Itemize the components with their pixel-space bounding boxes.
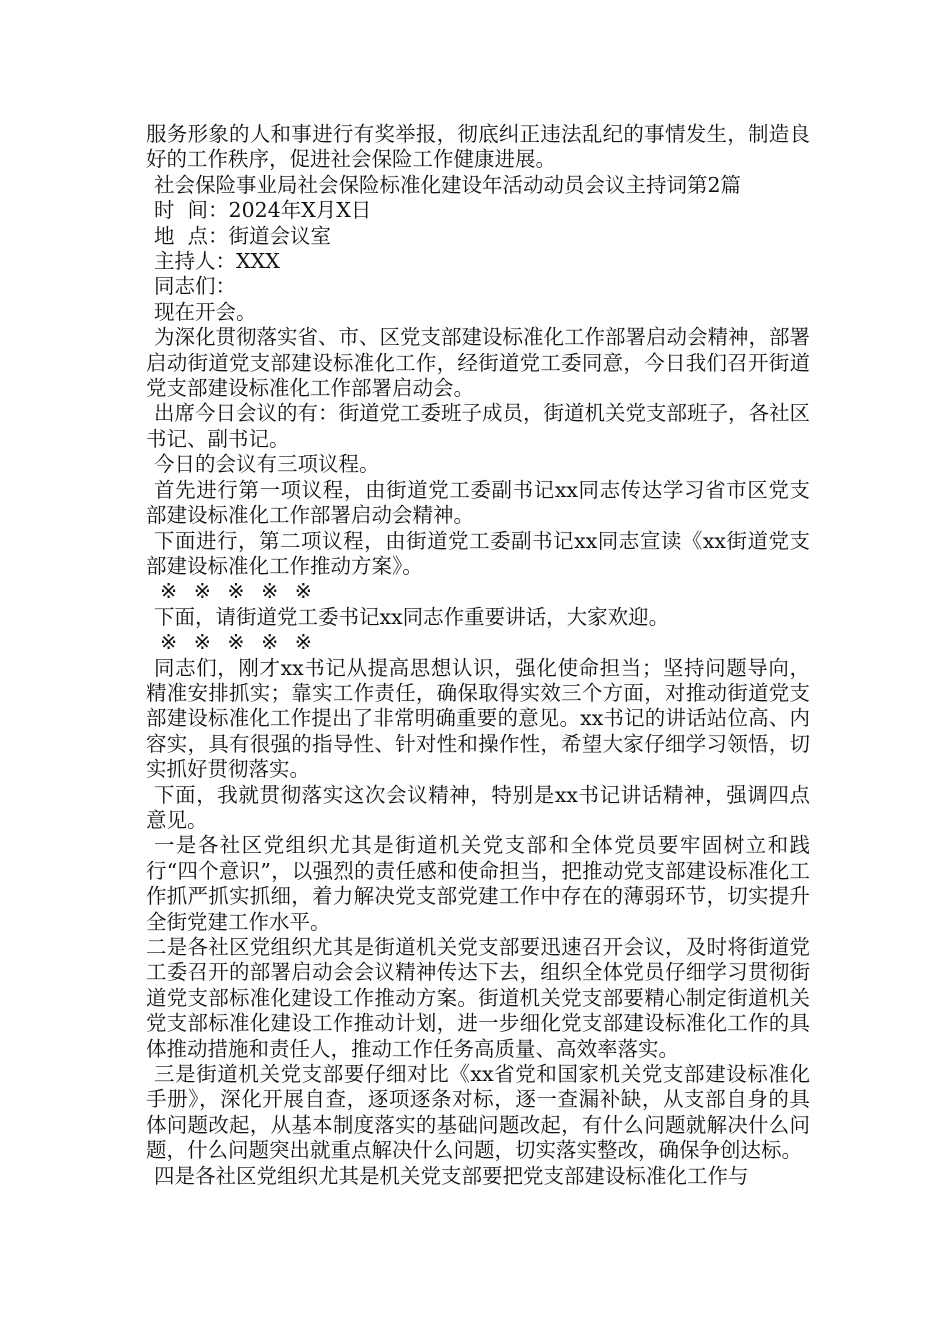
- paragraph-agenda: 今日的会议有三项议程。: [154, 452, 380, 477]
- paragraph-purpose: 为深化贯彻落实省、市、区党支部建设标准化工作部署启动会精神，部署启动街道党支部建设标准化工作，经街道党工委同意，今日我们召开街道党支部建设标准化工作部署启动会。: [146, 325, 810, 401]
- document-page: [146, 122, 810, 1189]
- meeting-host: 主持人：XXX: [154, 249, 280, 274]
- paragraph-opening: 现在开会。: [154, 299, 257, 324]
- paragraph-point-2: 二是各社区党组织尤其是街道机关党支部要迅速召开会议，及时将街道党工委召开的部署启动会会议精神传达下去，组织全体党员仔细学习贯彻街道党支部标准化建设工作推动方案。街道机关党支部要精心制定街道机关党支部标准化建设工作推动计划，进一步细化党支部建设标准化工作的具体推动措施和责任人，推动工作任务高质量、高效率落实。: [146, 935, 810, 1061]
- meeting-time: 时 间：2024年X月X日: [154, 198, 372, 223]
- paragraph-agenda-item-3: 下面，请街道党工委书记xx同志作重要讲话，大家欢迎。: [154, 604, 670, 629]
- paragraph-agenda-item-2: 下面进行，第二项议程，由街道党工委副书记xx同志宣读《xx街道党支部建设标准化工作推动方案》。: [146, 528, 810, 578]
- paragraph-point-3: 三是街道机关党支部要仔细对比《xx省党和国家机关党支部建设标准化手册》，深化开展自查，逐项逐条对标，逐一查漏补缺，从支部自身的具体问题改起，从基本制度落实的基础问题改起，有什么问题就解决什么问题，什么问题突出就重点解决什么问题，切实落实整改，确保争创达标。: [146, 1062, 810, 1163]
- meeting-location: 地 点：街道会议室: [154, 223, 332, 248]
- paragraph-point-4: 四是各社区党组织尤其是机关党支部要把党支部建设标准化工作与: [154, 1163, 749, 1188]
- paragraph-summary: 同志们，刚才xx书记从提高思想认识，强化使命担当；坚持问题导向，精准安排抓实；靠实工作责任，确保取得实效三个方面，对推动街道党支部建设标准化工作提出了非常明确重要的意见。xx书记的讲话站位高、内容实，具有很强的指导性、针对性和操作性，希望大家仔细学习领悟，切实抓好贯彻落实。: [146, 655, 810, 782]
- symbol-separator: ※ ※ ※ ※ ※: [160, 579, 314, 604]
- paragraph-attendees: 出席今日会议的有：街道党工委班子成员，街道机关党支部班子，各社区书记、副书记。: [146, 401, 810, 451]
- paragraph-point-1: 一是各社区党组织尤其是街道机关党支部和全体党员要牢固树立和践行“四个意识”，以强烈的责任感和使命担当，把推动党支部建设标准化工作抓严抓实抓细，着力解决党支部党建工作中存在的薄弱环节，切实提升全街党建工作水平。: [146, 833, 810, 934]
- paragraph-intro: 服务形象的人和事进行有奖举报，彻底纠正违法乱纪的事情发生，制造良好的工作秩序，促进社会保险工作健康进展。: [146, 122, 810, 172]
- paragraph-agenda-item-1: 首先进行第一项议程，由街道党工委副书记xx同志传达学习省市区党支部建设标准化工作部署启动会精神。: [146, 477, 810, 528]
- salutation: 同志们：: [154, 274, 236, 299]
- symbol-separator: ※ ※ ※ ※ ※: [160, 630, 314, 655]
- paragraph-four-points: 下面，我就贯彻落实这次会议精神，特别是xx书记讲话精神，强调四点意见。: [146, 782, 810, 832]
- heading-title: 社会保险事业局社会保险标准化建设年活动动员会议主持词第2篇: [154, 172, 742, 197]
